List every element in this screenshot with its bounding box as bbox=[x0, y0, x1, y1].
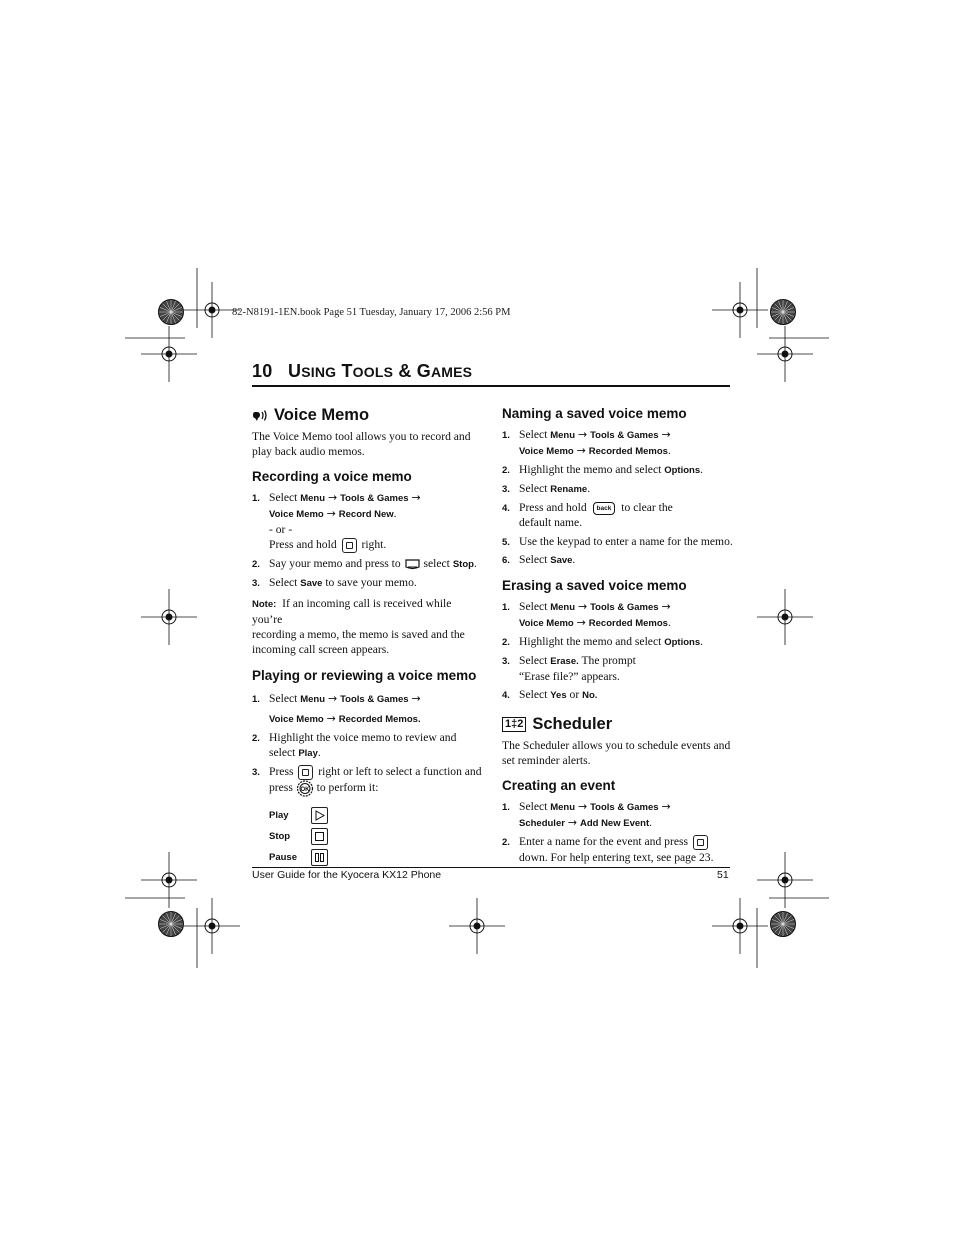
naming-heading: Naming a saved voice memo bbox=[502, 406, 687, 421]
play-icon bbox=[311, 807, 328, 824]
voice-memo-intro: The Voice Memo tool allows you to record and play back audio memos. bbox=[252, 430, 471, 458]
voice-memo-heading: Voice Memo bbox=[252, 406, 484, 425]
naming-steps bbox=[502, 427, 734, 568]
list-item: 3. Select Save to save your memo. bbox=[252, 575, 417, 589]
right-column bbox=[502, 406, 734, 865]
print-header: 82-N8191-1EN.book Page 51 Tuesday, January 17, 2006 2:56 PM bbox=[232, 307, 511, 318]
stop-row: Stop bbox=[269, 826, 484, 847]
pause-icon bbox=[311, 849, 328, 866]
recording-heading: Recording a voice memo bbox=[252, 469, 412, 484]
list-item: 6. Select Save. bbox=[502, 553, 576, 566]
pause-row: Pause bbox=[269, 847, 484, 868]
list-item: 1. Select Menu → Tools & Games → Voice Memo → Recorded Memos. bbox=[252, 691, 421, 725]
list-item: 2. Highlight the memo and select Options. bbox=[502, 635, 704, 648]
page-number: 51 bbox=[717, 869, 729, 881]
voice-memo-icon bbox=[252, 409, 268, 423]
playing-heading: Playing or reviewing a voice memo bbox=[252, 667, 477, 683]
erasing-heading: Erasing a saved voice memo bbox=[502, 578, 687, 593]
scheduler-icon: 1‡2 bbox=[502, 717, 526, 732]
recording-steps bbox=[252, 490, 484, 591]
recording-note: Note: If an incoming call is received while you’re recording a memo, the memo is saved and the incoming call screen appears. bbox=[252, 596, 465, 656]
list-item: 5. Use the keypad to enter a name for the memo. bbox=[502, 535, 733, 548]
footer-title: User Guide for the Kyocera KX12 Phone bbox=[252, 869, 442, 881]
list-item: 3. Press right or left to select a function and press OK to perform it: bbox=[252, 764, 484, 797]
footer-rule bbox=[252, 867, 730, 868]
playing-steps bbox=[252, 689, 484, 797]
chapter-rule bbox=[252, 385, 730, 387]
svg-text:OK: OK bbox=[300, 786, 310, 793]
list-item: 1. Select Menu → Tools & Games → Voice Memo → Record New. - or - Press and hold right. bbox=[252, 491, 421, 551]
list-item: 2. Highlight the memo and select Options. bbox=[502, 463, 704, 476]
play-row: Play bbox=[269, 805, 484, 826]
list-item: 4. Press and hold back to clear the default name. bbox=[502, 501, 673, 529]
list-item: 2. Highlight the voice memo to review and select Play. bbox=[252, 730, 457, 759]
list-item: 2. Say your memo and press to select Stop. bbox=[252, 556, 477, 570]
back-key-icon: back bbox=[593, 502, 616, 515]
list-item: 3. Select Rename. bbox=[502, 482, 591, 495]
navigation-key-icon bbox=[298, 765, 313, 780]
list-item: 1. Select Menu → Tools & Games → Scheduler → Add New Event. bbox=[502, 800, 671, 829]
navigation-key-icon bbox=[342, 538, 357, 553]
ok-key-icon bbox=[296, 780, 314, 797]
erasing-steps bbox=[502, 599, 734, 703]
list-item: 4. Select Yes or No. bbox=[502, 688, 598, 701]
list-item: 1. Select Menu → Tools & Games → Voice Memo → Recorded Memos. bbox=[502, 600, 671, 629]
list-item: 1. Select Menu → Tools & Games → Voice Memo → Recorded Memos. bbox=[502, 428, 671, 457]
scheduler-intro: The Scheduler allows you to schedule events and set reminder alerts. bbox=[502, 739, 731, 767]
creating-heading: Creating an event bbox=[502, 778, 616, 793]
scheduler-heading: 1‡2 Scheduler bbox=[502, 715, 734, 734]
softkey-icon bbox=[404, 558, 421, 571]
stop-icon bbox=[311, 828, 328, 845]
media-controls-legend bbox=[269, 805, 484, 868]
chapter-title: 10 USING TOOLS & GAMES bbox=[252, 361, 473, 381]
list-item: 3. Select Erase. The prompt “Erase file?” appears. bbox=[502, 654, 636, 683]
navigation-key-icon bbox=[693, 835, 708, 850]
creating-steps bbox=[502, 799, 734, 865]
list-item: 2. Enter a name for the event and press down. For help entering text, see page 23. bbox=[502, 835, 714, 864]
left-column bbox=[252, 406, 484, 868]
